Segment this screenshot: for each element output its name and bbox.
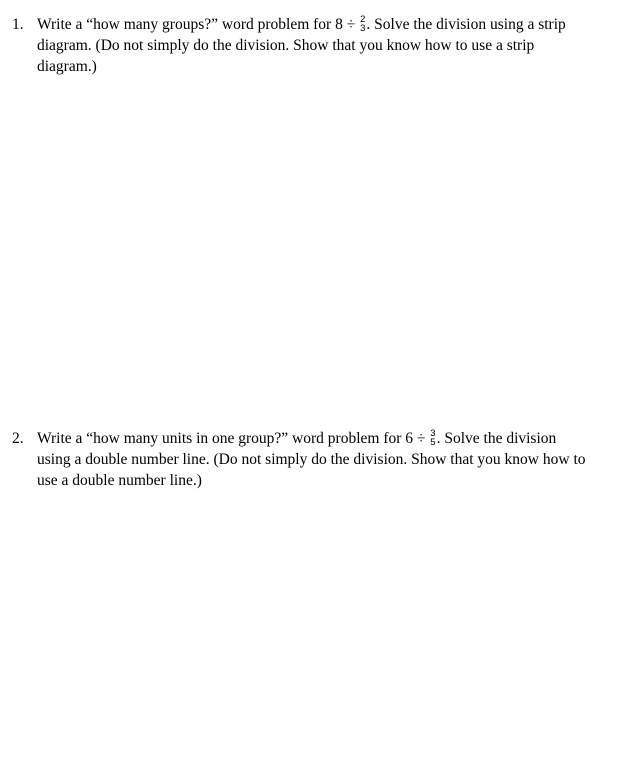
problem-text [37, 14, 617, 77]
problem-line: use a double number line.) [37, 472, 202, 489]
problem-text [37, 428, 617, 491]
fraction-numerator: 3 [430, 428, 436, 440]
problem-text-segment: Write a “how many groups?” word problem for 8 ÷ [37, 16, 360, 33]
problem-line: diagram. (Do not simply do the division. Show that you know how to use a strip [37, 37, 535, 54]
fraction-numerator: 2 [360, 14, 366, 26]
problem-text-segment: Write a “how many units in one group?” word problem for 6 ÷ [37, 430, 430, 447]
fraction-denominator: 5 [430, 437, 436, 449]
problem-line [37, 14, 617, 35]
problem-number: 2. [12, 430, 24, 447]
problem-text-segment: . Solve the division [436, 430, 557, 447]
fraction [360, 15, 365, 33]
problem-line [37, 428, 617, 449]
fraction-denominator: 3 [360, 23, 366, 35]
problem-line: diagram.) [37, 58, 97, 75]
problem-line: using a double number line. (Do not simply do the division. Show that you know how to [37, 451, 586, 468]
problem-number: 1. [12, 16, 24, 33]
problem-text-segment: . Solve the division using a strip [366, 16, 566, 33]
fraction [430, 429, 435, 447]
